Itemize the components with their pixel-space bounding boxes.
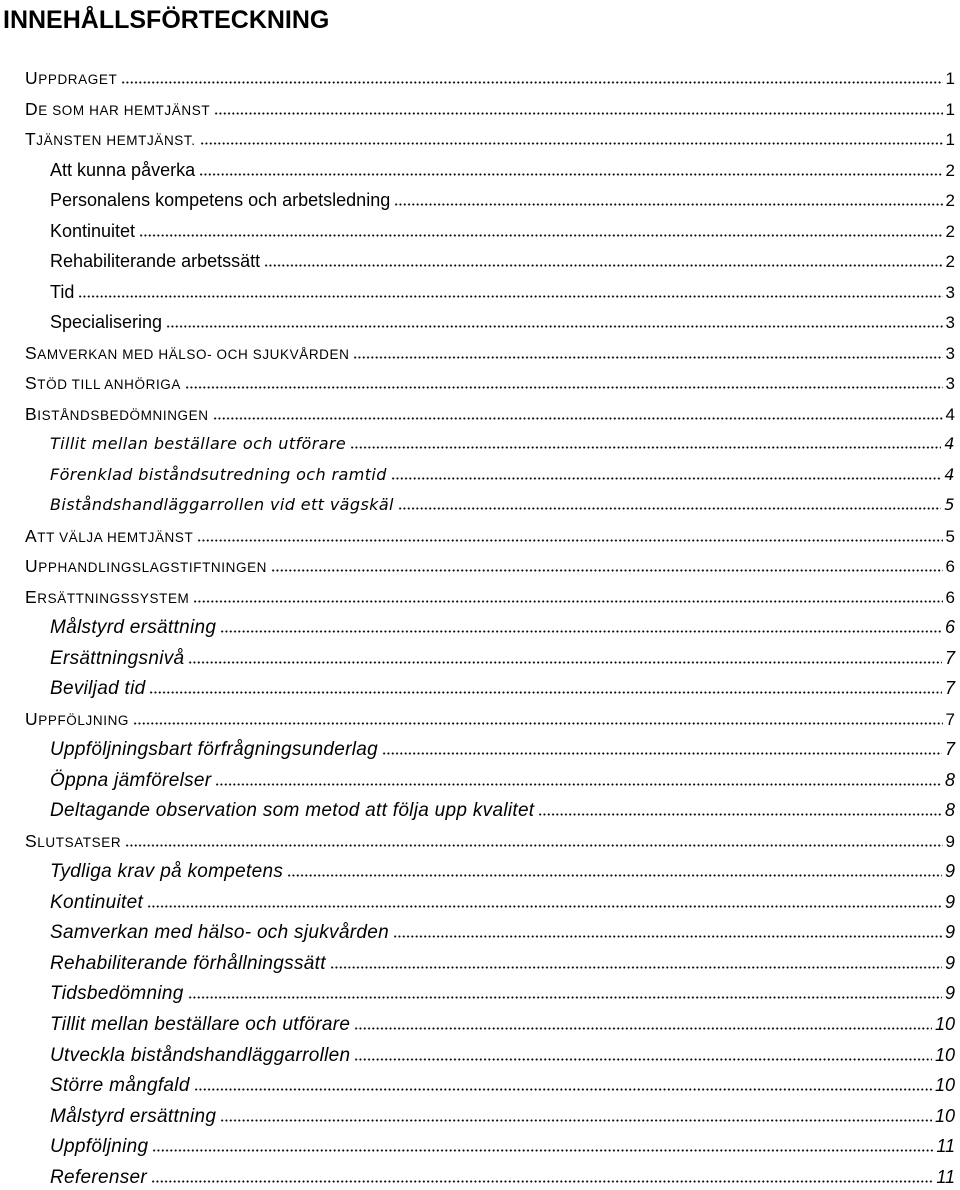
toc-entry[interactable] — [25, 403, 955, 425]
toc-subentry[interactable] — [25, 1105, 955, 1127]
dot-leader — [394, 203, 942, 206]
toc-page-number: 1 — [945, 69, 955, 88]
toc-subentry[interactable] — [25, 738, 955, 760]
toc-entry-title: TJÄNSTEN HEMTJÄNST. — [25, 129, 196, 150]
toc-entry-title: Öppna jämförelser — [50, 769, 212, 791]
toc-subentry[interactable] — [25, 891, 955, 913]
toc-entry-title: Kontinuitet — [50, 220, 136, 241]
toc-entry[interactable] — [25, 128, 955, 150]
toc-entry-title: UPPFÖLJNING — [25, 708, 130, 729]
dot-leader — [152, 1149, 933, 1152]
dot-leader — [354, 1058, 932, 1061]
toc-entry-title: SAMVERKAN MED HÄLSO- OCH SJUKVÅRDEN — [25, 342, 350, 363]
dot-leader — [382, 752, 942, 755]
dot-leader — [199, 173, 942, 176]
toc-entry-title: Uppföljning — [50, 1136, 149, 1158]
toc-entry-title: Målstyrd ersättning — [50, 617, 217, 639]
table-of-contents — [25, 67, 955, 1188]
dot-leader — [393, 935, 942, 938]
toc-subentry[interactable] — [25, 1166, 955, 1188]
toc-subentry[interactable] — [25, 677, 955, 699]
toc-entry-title: Att kunna påverka — [50, 159, 196, 180]
toc-page-number: 2 — [945, 191, 955, 211]
toc-entry-title: Biståndshandläggarrollen vid ett vägskäl — [50, 495, 394, 515]
dot-leader — [330, 966, 942, 969]
toc-page-number: 5 — [944, 495, 955, 515]
toc-page-number: 3 — [945, 343, 955, 363]
dot-leader — [197, 539, 942, 542]
toc-entry[interactable] — [25, 708, 955, 730]
toc-page-number: 11 — [936, 1136, 955, 1157]
toc-page-number: 10 — [934, 1013, 955, 1034]
toc-entry-title: ATT VÄLJA HEMTJÄNST — [25, 525, 194, 546]
dot-leader — [220, 1119, 932, 1122]
toc-page-number: 9 — [944, 922, 955, 943]
toc-entry-title: Rehabiliterande förhållningssätt — [50, 952, 326, 974]
toc-page-number: 9 — [944, 952, 955, 973]
toc-entry-title: Ersättningsnivå — [50, 647, 185, 669]
dot-leader — [538, 813, 942, 816]
toc-page-number: 8 — [944, 800, 955, 821]
dot-leader — [398, 507, 942, 510]
toc-entry-title: Målstyrd ersättning — [50, 1105, 217, 1127]
toc-page-number: 9 — [944, 891, 955, 912]
toc-entry-title: STÖD TILL ANHÖRIGA — [25, 373, 182, 394]
toc-subentry[interactable] — [25, 769, 955, 791]
toc-entry[interactable] — [25, 525, 955, 547]
toc-subentry[interactable] — [25, 799, 955, 821]
toc-entry-title: Deltagande observation som metod att följa upp kvalitet — [50, 800, 535, 822]
dot-leader — [139, 234, 942, 237]
toc-page-number: 4 — [944, 434, 955, 454]
toc-entry[interactable] — [25, 67, 955, 89]
toc-page-number: 7 — [944, 678, 955, 699]
page-title: INNEHÅLLSFÖRTECKNING — [3, 6, 330, 34]
toc-subentry[interactable] — [25, 982, 955, 1004]
toc-subentry[interactable] — [25, 1074, 955, 1096]
dot-leader — [220, 630, 942, 633]
toc-entry-title: Samverkan med hälso- och sjukvården — [50, 922, 389, 944]
toc-page-number: 10 — [934, 1105, 955, 1126]
toc-entry-title: Uppföljningsbart förfrågningsunderlag — [50, 739, 378, 761]
dot-leader — [151, 1180, 933, 1183]
toc-entry[interactable] — [25, 98, 955, 120]
toc-entry-title: Tillit mellan beställare och utförare — [50, 1013, 351, 1035]
toc-entry[interactable] — [25, 372, 955, 394]
toc-page-number: 2 — [945, 221, 955, 241]
toc-entry-title: UPPDRAGET — [25, 68, 118, 88]
toc-page-number: 9 — [944, 861, 955, 882]
dot-leader — [149, 691, 942, 694]
toc-entry-title: Tillit mellan beställare och utförare — [50, 434, 347, 454]
toc-subentry[interactable] — [25, 1044, 955, 1066]
toc-entry-title: ERSÄTTNINGSSYSTEM — [25, 586, 190, 607]
dot-leader — [200, 142, 943, 145]
dot-leader — [188, 661, 942, 664]
toc-subentry[interactable] — [25, 647, 955, 669]
toc-entry-title: Utveckla biståndshandläggarrollen — [50, 1044, 351, 1066]
toc-page-number: 3 — [945, 374, 955, 394]
toc-page-number: 6 — [945, 557, 955, 577]
toc-page-number: 1 — [945, 99, 955, 119]
toc-entry[interactable] — [25, 830, 955, 852]
toc-page-number: 4 — [945, 404, 955, 424]
dot-leader — [287, 874, 942, 877]
dot-leader — [193, 600, 942, 603]
toc-entry-title: Tydliga krav på kompetens — [50, 861, 284, 883]
toc-subentry[interactable] — [25, 952, 955, 974]
toc-entry-title: DE SOM HAR HEMTJÄNST — [25, 98, 211, 119]
dot-leader — [121, 81, 942, 84]
toc-entry-title: Förenklad biståndsutredning och ramtid — [50, 464, 387, 484]
toc-page-number: 10 — [934, 1044, 955, 1065]
toc-page-number: 7 — [945, 709, 955, 729]
toc-page-number: 3 — [945, 282, 955, 302]
dot-leader — [271, 569, 942, 572]
dot-leader — [353, 356, 942, 359]
toc-entry-title: Personalens kompetens och arbetsledning — [50, 190, 391, 211]
toc-subentry[interactable] — [25, 860, 955, 882]
toc-entry-title: Rehabiliterande arbetssätt — [50, 251, 261, 272]
dot-leader — [213, 417, 943, 420]
toc-entry-title: SLUTSATSER — [25, 830, 122, 851]
toc-page-number: 7 — [944, 647, 955, 668]
toc-subentry[interactable] — [25, 433, 955, 455]
toc-subentry[interactable] — [25, 159, 955, 181]
toc-subentry[interactable] — [25, 1013, 955, 1035]
dot-leader — [354, 1027, 932, 1030]
dot-leader — [215, 783, 942, 786]
toc-entry[interactable] — [25, 342, 955, 364]
toc-entry-title: Specialisering — [50, 312, 163, 333]
toc-entry-title: BISTÅNDSBEDÖMNINGEN — [25, 403, 209, 424]
toc-entry-title: Tidsbedömning — [50, 983, 184, 1005]
toc-entry-title: Referenser — [50, 1166, 147, 1188]
toc-subentry[interactable] — [25, 250, 955, 272]
toc-page-number: 2 — [945, 160, 955, 180]
dot-leader — [391, 477, 942, 480]
toc-subentry[interactable] — [25, 281, 955, 303]
toc-entry-title: UPPHANDLINGSLAGSTIFTNINGEN — [25, 556, 268, 577]
toc-page-number: 9 — [945, 831, 955, 851]
dot-leader — [350, 446, 941, 449]
toc-page-number: 2 — [945, 252, 955, 272]
toc-page-number: 11 — [936, 1166, 955, 1187]
dot-leader — [147, 905, 942, 908]
dot-leader — [125, 844, 942, 847]
toc-page-number: 6 — [945, 587, 955, 607]
dot-leader — [264, 264, 942, 267]
toc-subentry[interactable] — [25, 189, 955, 211]
toc-page-number: 5 — [945, 526, 955, 546]
toc-entry-title: Kontinuitet — [50, 891, 144, 913]
toc-subentry[interactable] — [25, 311, 955, 333]
toc-page-number: 4 — [944, 464, 955, 484]
toc-entry-title: Tid — [50, 281, 75, 302]
toc-subentry[interactable] — [25, 1135, 955, 1157]
toc-subentry[interactable] — [25, 616, 955, 638]
dot-leader — [166, 325, 942, 328]
dot-leader — [214, 112, 942, 115]
toc-subentry[interactable] — [25, 220, 955, 242]
toc-entry[interactable] — [25, 586, 955, 608]
dot-leader — [133, 722, 943, 725]
toc-page-number: 3 — [945, 313, 955, 333]
dot-leader — [185, 386, 943, 389]
toc-page-number: 10 — [934, 1075, 955, 1096]
toc-entry-title: Större mångfald — [50, 1075, 190, 1097]
toc-page-number: 6 — [944, 617, 955, 638]
dot-leader — [78, 295, 942, 298]
toc-entry-title: Beviljad tid — [50, 678, 146, 700]
toc-page-number: 1 — [945, 130, 955, 150]
toc-page-number: 9 — [944, 983, 955, 1004]
dot-leader — [188, 996, 942, 999]
toc-entry[interactable] — [25, 555, 955, 577]
toc-subentry[interactable] — [25, 921, 955, 943]
dot-leader — [194, 1088, 932, 1091]
toc-page-number: 7 — [944, 739, 955, 760]
toc-page-number: 8 — [944, 769, 955, 790]
toc-subentry[interactable] — [25, 464, 955, 486]
toc-subentry[interactable] — [25, 494, 955, 516]
